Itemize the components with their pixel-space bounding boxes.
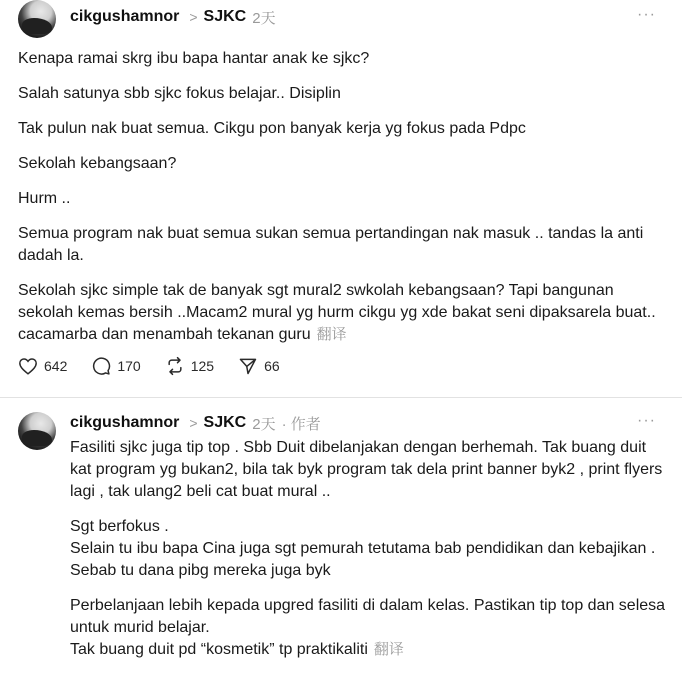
send-icon — [238, 356, 258, 376]
username[interactable]: cikgushamnor — [70, 8, 180, 25]
reply-post — [0, 398, 682, 690]
comment-icon — [91, 356, 111, 376]
post-paragraph: Sekolah kebangsaan? — [18, 155, 177, 172]
translate-link[interactable]: 翻译 — [316, 326, 347, 343]
translate-link[interactable]: 翻译 — [373, 641, 404, 658]
more-options-icon[interactable]: ··· — [637, 6, 656, 23]
post-paragraph: Salah satunya sbb sjkc fokus belajar.. Disiplin — [18, 85, 341, 102]
author-tag: · 作者 — [281, 415, 321, 433]
avatar[interactable] — [18, 0, 56, 38]
comment-count: 170 — [117, 358, 141, 374]
post-body — [18, 48, 658, 359]
reply-header — [70, 412, 321, 434]
reply-paragraph: Fasiliti sjkc juga tip top . Sbb Duit dibelanjakan dengan berhemah. Tak buang duit kat program yg bukan2, bila tak byk program tak dela print banner byk2 , print flyers lagi , tak ulang2 beli cat buat mural .. — [70, 439, 663, 500]
post-header — [70, 6, 276, 28]
post-paragraph: Kenapa ramai skrg ibu bapa hantar anak ke sjkc? — [18, 50, 370, 67]
repost-count: 125 — [190, 358, 215, 374]
reply-body — [70, 437, 670, 674]
heart-icon — [18, 357, 38, 375]
like-count: 642 — [44, 358, 68, 374]
like-button[interactable] — [18, 357, 67, 375]
reply-paragraph — [70, 516, 670, 582]
repost-button[interactable] — [165, 356, 214, 376]
post-time: 2天 — [252, 9, 276, 27]
reply-line: Sgt berfokus . — [70, 518, 169, 535]
post-paragraph: Semua program nak buat semua sukan semua pertandingan nak masuk .. tandas la anti dadah la. — [18, 225, 644, 264]
more-options-icon[interactable]: ··· — [637, 412, 656, 429]
post-paragraph-last — [18, 280, 658, 346]
community-link[interactable]: SJKC — [203, 414, 247, 431]
reply-time: 2天 — [252, 415, 276, 433]
chevron-right-icon: > — [189, 9, 198, 25]
post-paragraph-text: Sekolah sjkc simple tak de banyak sgt mural2 swkolah kebangsaan? Tapi bangunan sekolah kemas bersih ..Macam2 mural yg hurm cikgu yg xde bakat seni dipaksarela buat.. cacamarba dan menambah tekanan guru — [18, 282, 656, 343]
post-paragraph: Tak pulun nak buat semua. Cikgu pon banyak kerja yg fokus pada Pdpc — [18, 120, 526, 137]
reply-line-last — [70, 639, 670, 661]
community-link[interactable]: SJKC — [203, 8, 247, 25]
reply-line-text: Tak buang duit pd “kosmetik” tp praktikaliti — [70, 641, 368, 658]
share-count: 66 — [264, 358, 280, 374]
avatar[interactable] — [18, 412, 56, 450]
reply-line: Selain tu ibu bapa Cina juga sgt pemurah tetutama bab pendidikan dan kebajikan . — [70, 540, 656, 557]
post-paragraph: Hurm .. — [18, 190, 71, 207]
reply-line: Perbelanjaan lebih kepada upgred fasiliti di dalam kelas. Pastikan tip top dan selesa untuk murid belajar. — [70, 597, 666, 636]
username[interactable]: cikgushamnor — [70, 414, 180, 431]
reply-line: Sebab tu dana pibg mereka juga byk — [70, 562, 331, 579]
post-actions — [18, 356, 304, 376]
chevron-right-icon: > — [189, 415, 198, 431]
comment-button[interactable] — [91, 356, 140, 376]
reply-paragraph — [70, 595, 670, 661]
share-button[interactable] — [238, 356, 280, 376]
repost-icon — [165, 356, 185, 376]
